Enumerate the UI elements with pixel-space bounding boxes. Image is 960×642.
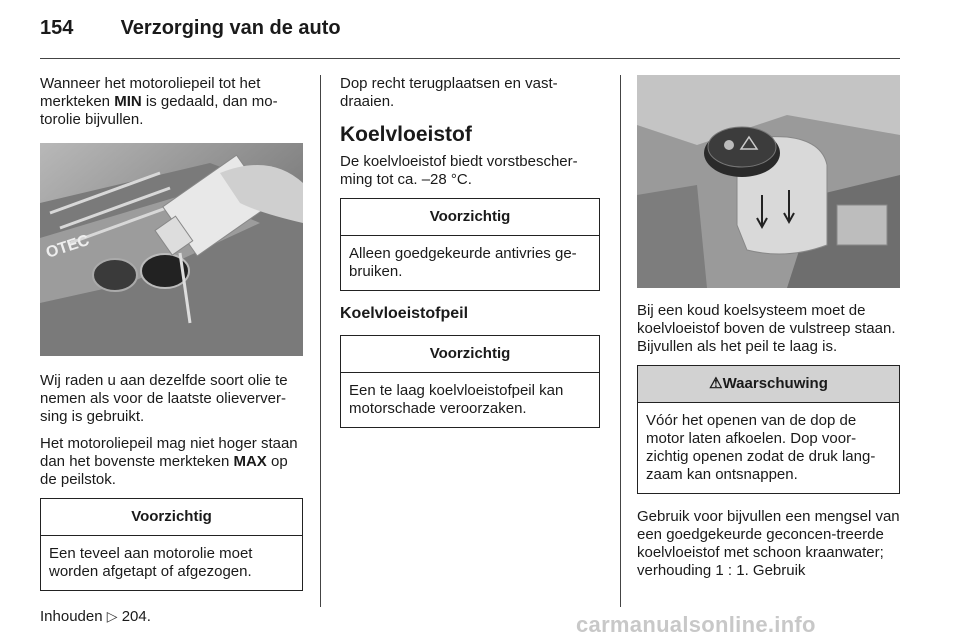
engine-oil-photo: [40, 143, 303, 356]
caution-body: Alleen goedgekeurde antivries ge-bruiken.: [349, 245, 577, 280]
warning-icon: ⚠: [709, 375, 723, 392]
engine-label: OTEC: [43, 231, 92, 262]
reference-arrow-icon: ▷: [106, 608, 118, 624]
paragraph: De koelvloeistof biedt vorstbescher-ming tot ca. –28 °C.: [340, 153, 578, 188]
column-divider: [320, 75, 321, 607]
column-2: [340, 75, 600, 440]
caution-box: [340, 335, 600, 428]
section-heading: Koelvloeistof: [340, 123, 472, 146]
watermark: carmanualsonline.info: [576, 612, 816, 637]
caution-title: Voorzichtig: [341, 199, 599, 236]
coolant-reservoir-photo: [637, 75, 900, 288]
column-divider: [620, 75, 621, 607]
caution-box: [340, 198, 600, 291]
reference: Inhouden ▷ 204.: [40, 608, 151, 625]
column-3: [637, 75, 900, 589]
page-number: 154: [40, 17, 74, 39]
paragraph: Wanneer het motoroliepeil tot het merkteken MIN is gedaald, dan mo-torolie bijvullen.: [40, 75, 278, 128]
paragraph: Dop recht terugplaatsen en vast-draaien.: [340, 75, 558, 110]
column-1: [40, 75, 303, 635]
page-title: Verzorging van de auto: [120, 17, 341, 39]
paragraph: Het motoroliepeil mag niet hoger staan dan het bovenste merkteken MAX op de peilstok.: [40, 435, 298, 488]
caution-title: Voorzichtig: [341, 336, 599, 373]
paragraph: Wij raden u aan dezelfde soort olie te nemen als voor de laatste olieverver-sing is gebruikt.: [40, 372, 288, 425]
caution-body: Een te laag koelvloeistofpeil kan motorschade veroorzaken.: [349, 382, 564, 417]
subsection-heading: Koelvloeistofpeil: [340, 305, 469, 322]
header-rule: [40, 58, 900, 59]
warning-header: [638, 366, 899, 403]
page-header: [40, 17, 341, 40]
caution-box: [40, 498, 303, 591]
caution-title: Voorzichtig: [41, 499, 302, 536]
warning-title: Waarschuwing: [722, 375, 828, 392]
warning-body: Vóór het openen van de dop de motor laten afkoelen. Dop voor-zichtig openen zodat de druk lang-zaam kan ontsnappen.: [646, 412, 876, 483]
caution-body: Een teveel aan motorolie moet worden afgetapt of afgezogen.: [49, 545, 253, 580]
paragraph: Gebruik voor bijvullen een mengsel van een goedgekeurde geconcen-treerde koelvloeistof met schoon kraanwater; verhouding 1 : 1. Gebruik: [637, 508, 900, 579]
warning-box: [637, 365, 900, 494]
paragraph: Bij een koud koelsysteem moet de koelvloeistof boven de vulstreep staan. Bijvullen als het peil te laag is.: [637, 302, 896, 355]
